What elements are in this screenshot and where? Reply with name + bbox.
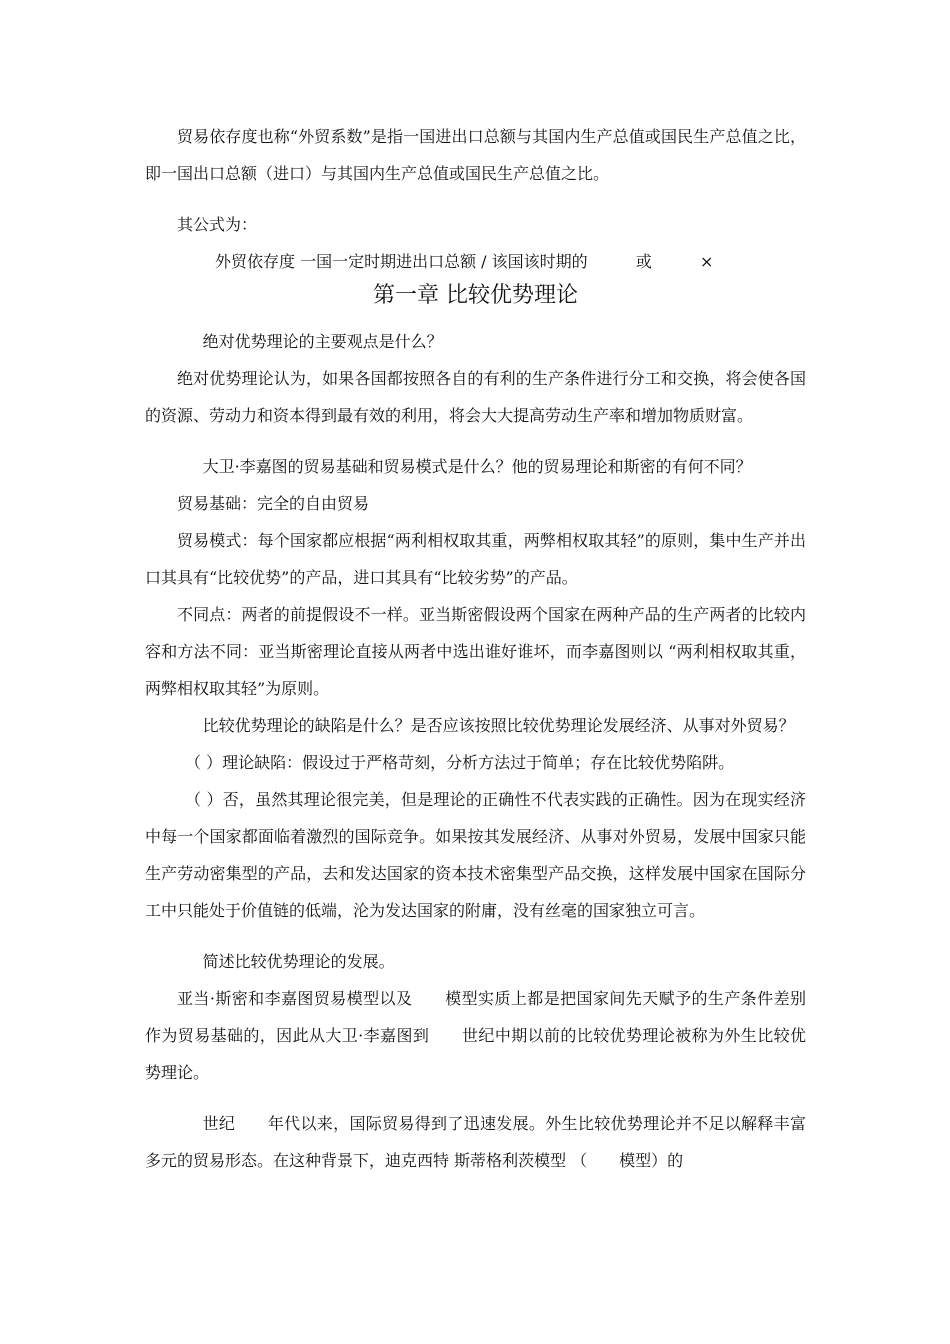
question-comparative-defects: 比较优势理论的缺陷是什么？是否应该按照比较优势理论发展经济、从事对外贸易？: [202, 716, 795, 735]
formula-line: [145, 247, 806, 277]
intro-paragraph: 贸易依存度也称“外贸系数”是指一国进出口总额与其国内生产总值或国民生产总值之比，即一国出口总额（进口）与其国内生产总值或国民生产总值之比。: [145, 127, 806, 183]
answer-trade-mode: 贸易模式：每个国家都应根据“两利相权取其重，两弊相权取其轻”的原则，集中生产并出口其具有“比较优势”的产品，进口其具有“比较劣势”的产品。: [145, 531, 806, 587]
answer-development-1: 亚当·斯密和李嘉图贸易模型以及 模型实质上都是把国家间先天赋予的生产条件差别作为贸易基础的，因此从大卫·李嘉图到 世纪中期以前的比较优势理论被称为外生比较优势理论。: [145, 989, 806, 1082]
question-absolute-advantage: 绝对优势理论的主要观点是什么？: [202, 332, 443, 351]
formula-intro: 其公式为：: [177, 215, 258, 234]
answer-defects-2: （ ）否，虽然其理论很完美，但是理论的正确性不代表实践的正确性。因为在现实经济中每一个国家都面临着激烈的国际竞争。如果按其发展经济、从事对外贸易，发展中国家只能生产劳动密集型的产品，去和发达国家的资本技术密集型产品交换，这样发展中国家在国际分工中只能处于价值链的低端，沦为发达国家的附庸，没有丝毫的国家独立可言。: [145, 790, 806, 920]
answer-defects-1: （ ）理论缺陷：假设过于严格苛刻，分析方法过于简单；存在比较优势陷阱。: [185, 753, 735, 772]
answer-absolute-advantage: 绝对优势理论认为，如果各国都按照各自的有利的生产条件进行分工和交换，将会使各国的资源、劳动力和资本得到最有效的利用，将会大大提高劳动生产率和增加物质财富。: [145, 369, 806, 425]
answer-development-2: 世纪 年代以来，国际贸易得到了迅速发展。外生比较优势理论并不足以解释丰富多元的贸易形态。在这种背景下，迪克西特 斯蒂格利茨模型 （ 模型）的: [145, 1114, 806, 1170]
chapter-title: 第一章 比较优势理论: [373, 283, 578, 308]
answer-difference: 不同点：两者的前提假设不一样。亚当斯密假设两个国家在两种产品的生产两者的比较内容和方法不同：亚当斯密理论直接从两者中选出谁好谁坏，而李嘉图则以 “两利相权取其重，两弊相权取其轻”为原则。: [145, 605, 806, 698]
formula-left: 外贸依存度 一国一定时期进出口总额 / 该国该时期的: [215, 252, 588, 271]
question-ricardo: 大卫·李嘉图的贸易基础和贸易模式是什么？他的贸易理论和斯密的有何不同？: [202, 457, 752, 476]
formula-or: 或: [635, 252, 652, 271]
formula-times: ×: [700, 252, 714, 271]
question-development: 简述比较优势理论的发展。: [202, 952, 395, 971]
answer-trade-basis: 贸易基础：完全的自由贸易: [177, 494, 370, 513]
